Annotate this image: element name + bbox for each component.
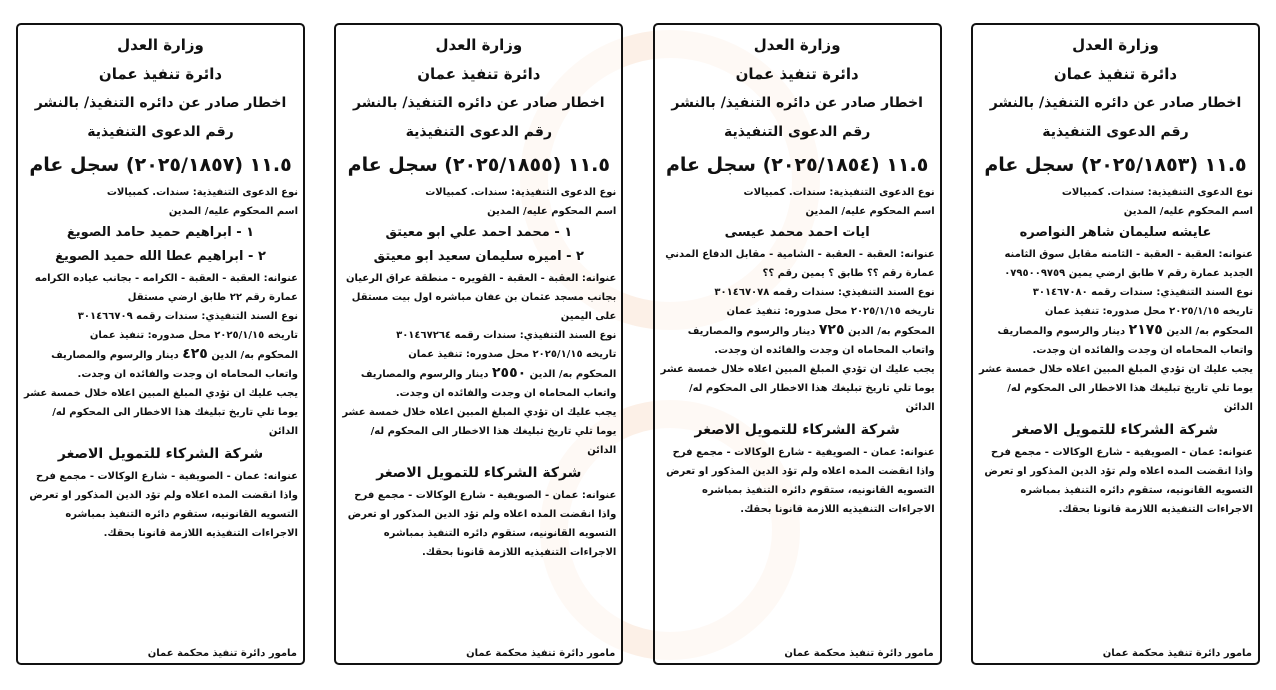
judgment-suffix: دينار والرسوم والمصاريف واتعاب المحاماه ان وجدت والفائده ان وجدت. (51, 350, 298, 380)
debtor-label: اسم المحكوم عليه/ المدين (487, 206, 617, 217)
case-label: رقم الدعوى التنفيذية (405, 124, 553, 140)
case-type: نوع الدعوى التنفيذية: سندات. كمبيالات (1061, 187, 1253, 198)
bond-date: تاريخه ٢٠٢٥/١/١٥ محل صدوره: تنفيذ عمان (89, 330, 298, 341)
notices-row (16, 23, 1260, 665)
notice-subject: اخطار صادر عن دائره التنفيذ/ بالنشر (353, 95, 605, 111)
payment-warning: يجب عليك ان تؤدي المبلغ المبين اعلاه خلال خمسة عشر يوما تلي تاريخ تبليغك هذا الاخطار الى المحكوم له/ الدائن (23, 388, 298, 437)
judgment-suffix: دينار والرسوم والمصاريف واتعاب المحاماه ان وجدت والفائده ان وجدت. (687, 326, 935, 356)
debtor-name: ٢ - ابراهيم عطا الله حميد الصويغ (55, 249, 266, 264)
debtor-address: عنوانه: العقبة - العقبة - الكرامه - بجانب عياده الكرامه عمارة رقم ٢٢ طابق ارضي مستقل (34, 273, 298, 303)
notice-card (971, 23, 1260, 665)
notice-subject: اخطار صادر عن دائره التنفيذ/ بالنشر (34, 95, 287, 111)
debtor-name: ايات احمد محمد عيسى (724, 225, 870, 240)
department-title: دائرة تنفيذ عمان (417, 65, 541, 83)
notice-card (653, 23, 942, 665)
case-number: ١١.٥ (٢٠٢٥/١٨٥٥) سجل عام (347, 154, 610, 176)
bond-date: تاريخه ٢٠٢٥/١/١٥ محل صدوره: تنفيذ عمان (408, 349, 617, 360)
payment-warning: يجب عليك ان تؤدي المبلغ المبين اعلاه خلال خمسة عشر يوما تلي تاريخ تبليغك هذا الاخطار الى المحكوم له/ الدائن (660, 364, 935, 413)
debtor-address: عنوانه: العقبة - العقبة - الثامنه مقابل سوق الثامنه الجديد عمارة رقم ٧ طابق ارضي يمين ٠٧٩٥٠٠٩٧٥٩ (1004, 249, 1253, 279)
signature-line: مامور دائرة تنفيذ محكمة عمان (784, 648, 934, 659)
debtor-address: عنوانه: العقبة - العقبة - الشامية - مقابل الدفاع المدني عمارة رقم ؟؟ طابق ؟ يمين رقم ؟؟ (665, 249, 935, 279)
closing-text: واذا انقضت المده اعلاه ولم تؤد الدين المذكور او تعرض التسويه القانونيه، ستقوم دائره التنفيذ بمباشره الاجراءات التنفيذيه اللازمة قانونا بحقك. (347, 509, 617, 558)
payment-warning: يجب عليك ان تؤدي المبلغ المبين اعلاه خلال خمسة عشر يوما تلي تاريخ تبليغك هذا الاخطار الى المحكوم له/ الدائن (342, 407, 617, 456)
debtor-label: اسم المحكوم عليه/ المدين (168, 206, 298, 217)
debtor-label: اسم المحكوم عليه/ المدين (805, 206, 935, 217)
signature-line: مامور دائرة تنفيذ محكمة عمان (147, 648, 297, 659)
case-type: نوع الدعوى التنفيذية: سندات. كمبيالات (743, 187, 935, 198)
ministry-title: وزارة العدل (435, 36, 523, 54)
creditor-address: عنوانه: عمان - الصويفية - شارع الوكالات - مجمع فرح (354, 490, 617, 501)
judgment-amount: ٧٢٥ (818, 322, 845, 338)
creditor-address: عنوانه: عمان - الصويفية - شارع الوكالات - مجمع فرح (672, 447, 935, 458)
closing-text: واذا انقضت المده اعلاه ولم تؤد الدين المذكور او تعرض التسويه القانونيه، ستقوم دائره التنفيذ بمباشره الاجراءات التنفيذيه اللازمة قانونا بحقك. (666, 466, 935, 515)
judgment-text (23, 345, 298, 384)
ministry-title: وزارة العدل (117, 36, 204, 54)
closing-text: واذا انقضت المده اعلاه ولم تؤد الدين المذكور او تعرض التسويه القانونيه، ستقوم دائره التنفيذ بمباشره الاجراءات التنفيذيه اللازمة قانونا بحقك. (29, 490, 298, 539)
bond-line: نوع السند التنفيذي: سندات رقمه ٣٠١٤٦٧٢٦٤ (396, 330, 617, 341)
debtor-address: عنوانه: العقبة - العقبة - القويره - منطقة عراق الرعيان بجانب مسجد عثمان بن عفان مباشره اول بيت مستقل على اليمين (345, 273, 617, 322)
creditor-name: شركة الشركاء للتمويل الاصغر (1012, 422, 1219, 438)
judgment-prefix: المحكوم به/ الدين (848, 326, 935, 337)
case-label: رقم الدعوى التنفيذية (87, 124, 234, 140)
debtor-name: عايشه سليمان شاهر النواصره (1019, 225, 1212, 240)
creditor-address: عنوانه: عمان - الصويفية - شارع الوكالات - مجمع فرح (35, 471, 298, 482)
case-label: رقم الدعوى التنفيذية (723, 124, 871, 140)
notice-card (16, 23, 305, 665)
notice-subject: اخطار صادر عن دائره التنفيذ/ بالنشر (989, 95, 1242, 111)
debtor-name: ١ - محمد احمد علي ابو معيتق (385, 225, 573, 240)
signature-line: مامور دائرة تنفيذ محكمة عمان (466, 648, 616, 659)
department-title: دائرة تنفيذ عمان (735, 65, 859, 83)
creditor-name: شركة الشركاء للتمويل الاصغر (57, 446, 264, 462)
judgment-amount: ٤٢٥ (182, 346, 208, 362)
ministry-title: وزارة العدل (1072, 36, 1159, 54)
case-number: ١١.٥ (٢٠٢٥/١٨٥٣) سجل عام (984, 154, 1247, 176)
case-type: نوع الدعوى التنفيذية: سندات. كمبيالات (106, 187, 298, 198)
case-number: ١١.٥ (٢٠٢٥/١٨٥٧) سجل عام (29, 154, 292, 176)
debtor-name: ١ - ابراهيم حميد حامد الصويغ (66, 225, 255, 240)
judgment-amount: ٢١٧٥ (1128, 322, 1163, 338)
ministry-title: وزارة العدل (753, 36, 841, 54)
creditor-name: شركة الشركاء للتمويل الاصغر (376, 465, 582, 481)
judgment-text (660, 321, 935, 360)
department-title: دائرة تنفيذ عمان (1053, 65, 1178, 83)
department-title: دائرة تنفيذ عمان (98, 65, 223, 83)
notice-card (334, 23, 623, 665)
bond-line: نوع السند التنفيذي: سندات رقمه ٣٠١٤٦٧٠٧٨ (714, 287, 935, 298)
judgment-prefix: المحكوم به/ الدين (211, 350, 298, 361)
case-number: ١١.٥ (٢٠٢٥/١٨٥٤) سجل عام (665, 154, 929, 176)
closing-text: واذا انقضت المده اعلاه ولم تؤد الدين المذكور او تعرض التسويه القانونيه، ستقوم دائره التنفيذ بمباشره الاجراءات التنفيذيه اللازمة قانونا بحقك. (984, 466, 1253, 515)
judgment-suffix: دينار والرسوم والمصاريف واتعاب المحاماه ان وجدت والفائده ان وجدت. (997, 326, 1253, 356)
judgment-text (978, 321, 1253, 360)
judgment-text (341, 364, 616, 403)
notice-subject: اخطار صادر عن دائره التنفيذ/ بالنشر (671, 95, 923, 111)
case-type: نوع الدعوى التنفيذية: سندات. كمبيالات (425, 187, 617, 198)
payment-warning: يجب عليك ان تؤدي المبلغ المبين اعلاه خلال خمسة عشر يوما تلي تاريخ تبليغك هذا الاخطار الى المحكوم له/ الدائن (978, 364, 1253, 413)
debtor-label: اسم المحكوم عليه/ المدين (1123, 206, 1253, 217)
bond-line: نوع السند التنفيذي: سندات رقمه ٣٠١٤٦٦٧٠٩ (77, 311, 298, 322)
bond-date: تاريخه ٢٠٢٥/١/١٥ محل صدوره: تنفيذ عمان (726, 306, 935, 317)
judgment-amount: ٢٥٥٠ (492, 365, 527, 381)
judgment-prefix: المحكوم به/ الدين (1166, 326, 1253, 337)
creditor-name: شركة الشركاء للتمويل الاصغر (694, 422, 900, 438)
signature-line: مامور دائرة تنفيذ محكمة عمان (1102, 648, 1252, 659)
case-label: رقم الدعوى التنفيذية (1042, 124, 1189, 140)
creditor-address: عنوانه: عمان - الصويفية - شارع الوكالات - مجمع فرح (990, 447, 1253, 458)
debtor-name: ٢ - اميره سليمان سعيد ابو معيتق (373, 249, 584, 264)
bond-line: نوع السند التنفيذي: سندات رقمه ٣٠١٤٦٧٠٨٠ (1032, 287, 1253, 298)
judgment-prefix: المحكوم به/ الدين (529, 369, 617, 380)
bond-date: تاريخه ٢٠٢٥/١/١٥ محل صدوره: تنفيذ عمان (1044, 306, 1253, 317)
judgment-suffix: دينار والرسوم والمصاريف واتعاب المحاماه ان وجدت والفائده ان وجدت. (360, 369, 617, 399)
